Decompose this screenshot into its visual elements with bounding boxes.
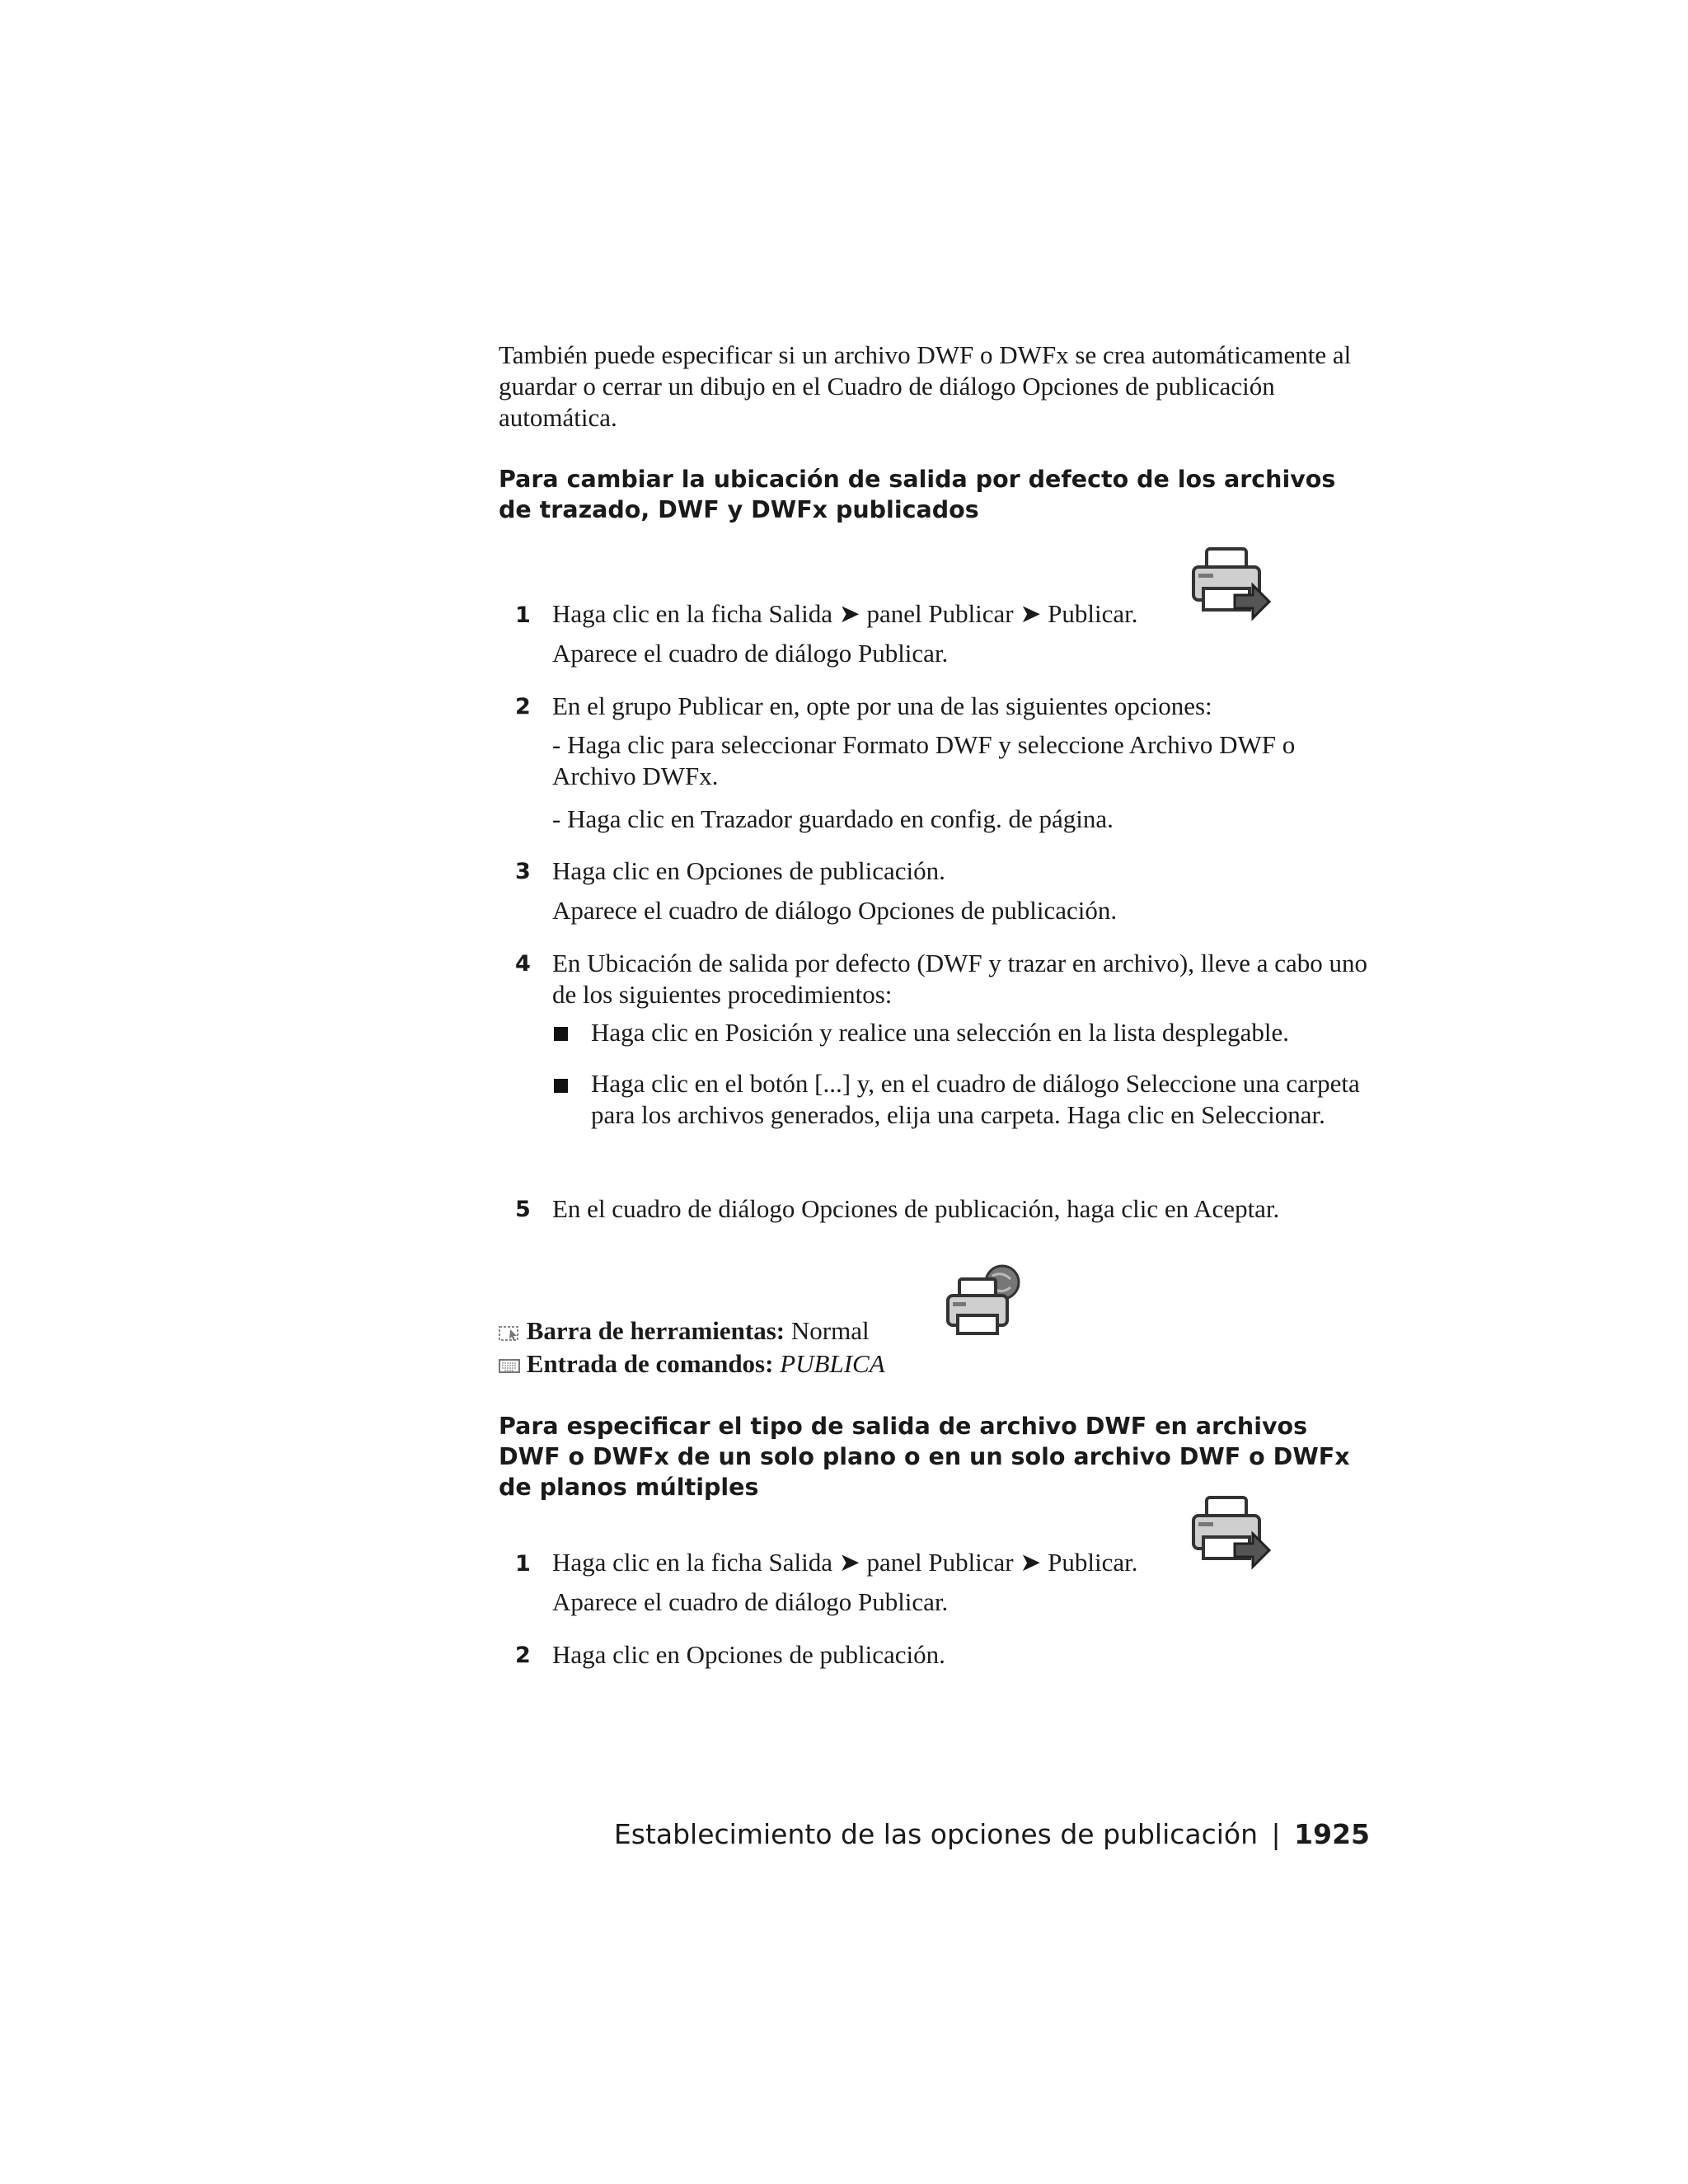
step-number: 1 [515,1551,531,1577]
step-result: Aparece el cuadro de diálogo Publicar. [552,1587,949,1616]
footer-separator: | [1271,1818,1281,1850]
step-text: Haga clic en la ficha Salida ➤ panel Publicar ➤ Publicar. [552,1548,1138,1577]
command-label: Entrada de comandos: [526,1349,774,1378]
command-value: PUBLICA [780,1349,885,1378]
intro-paragraph: También puede especificar si un archivo DWF o DWFx se crea automáticamente al guardar o cerrar un dibujo en el Cuadro de diálogo Opciones de publicación automática. [499,340,1352,432]
section2-heading: Para especificar el tipo de salida de archivo DWF en archivos DWF o DWFx de un solo plano o en un solo archivo DWF o DWFx de planos múltiples [499,1413,1350,1501]
section1-heading: Para cambiar la ubicación de salida por defecto de los archivos de trazado, DWF y DWFx publicados [499,466,1336,523]
step-number: 3 [515,859,531,884]
toolbar-label: Barra de herramientas: [526,1316,785,1345]
step-result: Aparece el cuadro de diálogo Opciones de publicación. [552,896,1118,925]
step-number: 1 [515,602,531,628]
step-result: Aparece el cuadro de diálogo Publicar. [552,639,949,668]
page-number: 1925 [1294,1818,1370,1850]
toolbar-value: Normal [790,1316,870,1345]
footer-title: Establecimiento de las opciones de publicación [613,1818,1259,1850]
step-text: Haga clic en Opciones de publicación. [552,1640,945,1669]
command-line [499,1348,1240,1380]
bullet-square [554,1027,568,1041]
step-number: 4 [515,951,531,977]
step-text: Haga clic en Opciones de publicación. [552,856,945,885]
bullet-item: Haga clic en Posición y realice una selección en la lista desplegable. [591,1018,1289,1047]
step-number: 2 [515,694,531,719]
step-option: - Haga clic para seleccionar Formato DWF y seleccione Archivo DWF o Archivo DWFx. [552,730,1296,790]
bullet-item: Haga clic en el botón [...] y, en el cuadro de diálogo Seleccione una carpeta para los archivos generados, elija una carpeta. Haga clic en Seleccionar. [591,1069,1360,1129]
toolbar-icon [499,1324,520,1343]
step-text: En el grupo Publicar en, opte por una de las siguientes opciones: [552,691,1212,720]
step-number: 5 [515,1197,531,1222]
step-option: - Haga clic en Trazador guardado en config. de página. [552,804,1114,833]
keyboard-icon [499,1358,520,1375]
step-text: En Ubicación de salida por defecto (DWF y trazar en archivo), lleve a cabo uno de los siguientes procedimientos: [552,949,1367,1009]
step-text: En el cuadro de diálogo Opciones de publicación, haga clic en Aceptar. [552,1194,1280,1223]
page-footer [614,1818,1370,1850]
step-text: Haga clic en la ficha Salida ➤ panel Publicar ➤ Publicar. [552,599,1138,628]
toolbar-line [499,1315,1240,1347]
bullet-square [554,1079,568,1093]
step-number: 2 [515,1643,531,1668]
